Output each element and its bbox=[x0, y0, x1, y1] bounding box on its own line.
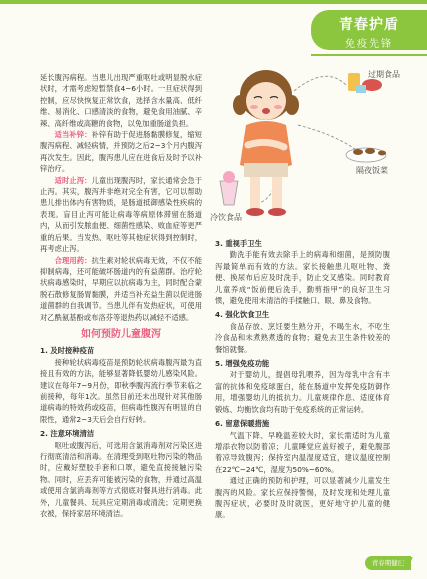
medication-paragraph bbox=[40, 255, 202, 323]
antidiarrheal-label: 适时止泻： bbox=[54, 175, 92, 185]
tag-cold-food: 冷饮食品 bbox=[210, 213, 242, 222]
section-header-badge bbox=[311, 10, 427, 50]
left-column bbox=[40, 72, 202, 519]
page-number: 17 bbox=[398, 555, 414, 568]
food-hygiene-paragraph: 食品存放、烹饪要生熟分开，不喝生水，不吃生冷食品和未煮熟煮透的食物；避免去卫生条件较差的餐馆就餐。 bbox=[215, 321, 390, 354]
header-title: 青春护盾 bbox=[339, 17, 399, 33]
hand-hygiene-paragraph: 勤洗手能有效去除手上的病毒和细菌，是预防腹泻最简单而有效的方法。家长接触患儿呕吐物、粪便、换尿布后应及时洗手，防止交叉感染。同时教育儿童养成“饭前便后洗手，勤剪指甲”的良好卫生习惯，避免使用未清洁的手揉触口、眼、鼻及食物。 bbox=[215, 250, 390, 306]
antidiarrheal-text: 儿童出现腹泻时，家长通常会急于止泻。其实，腹泻并非绝对完全有害，它可以帮助患儿排出体内有害物质，是肠道抵御感染性疾病的表现。盲目止泻可能让病毒等病原体滞留在肠道内，从而引发脓血便、细菌性感染、败血症等更严重的后果。当发热、呕吐等其他症状得到控制时，再考虑止泻。 bbox=[40, 175, 203, 254]
sick-child-illustration bbox=[206, 55, 411, 230]
warmth-paragraph: 气温下降、早晚温差较大时，家长需适时为儿童增添衣物以防着凉；儿童睡觉应盖好被子，避免腹部着凉导致腹泻；保持室内温湿度适宜，建议温度控制在22℃~24℃，湿度为50%~60%。 bbox=[215, 430, 390, 474]
subheading-warmth: 6. 留意保暖措施 bbox=[215, 419, 270, 429]
medication-label: 合理用药： bbox=[54, 255, 92, 265]
section-title: 如何预防儿童腹泻 bbox=[81, 328, 161, 340]
subheading-food-hygiene: 4. 强化饮食卫生 bbox=[215, 310, 270, 320]
top-accent-bar bbox=[0, 0, 427, 4]
subheading-immunity: 5. 增强免疫功能 bbox=[215, 359, 270, 369]
vaccine-paragraph: 接种轮状病毒疫苗是预防轮状病毒腹泻最为直接且有效的方法，能够显著降低婴幼儿感染风险。建议在每年7~9月份，即秋季腹泻流行季节来临之前接种，每年1次。虽然目前还未出现针对其他肠道病毒的特效药或疫苗，但病毒性腹泻有明显的自限性，通常2~3天后会自行好转。 bbox=[40, 357, 202, 424]
tag-expired-food: 过期食品 bbox=[368, 70, 400, 79]
zinc-paragraph bbox=[40, 129, 202, 175]
zinc-text: 补锌有助于促进肠黏膜修复，缩短腹泻病程、减轻病情，并预防之后2~3个月内腹泻再次发生。因此，腹泻患儿应在进食后及时予以补锌治疗。 bbox=[40, 130, 203, 174]
subheading-environment: 2. 注意环境清洁 bbox=[40, 429, 95, 439]
tag-overnight-meal: 隔夜饭菜 bbox=[356, 166, 388, 175]
environment-paragraph: 呕吐或腹泻后，可选用含氯消毒剂对污染区进行彻底清洁和消毒。在清理受到呕吐物污染的物品时，应戴好塑胶手套和口罩，避免直接接触污染物。同时，应丢弃可能被污染的食物，并通过高温或使用含氯消毒剂等方式彻底对餐具进行消毒。此外，儿童餐具、玩具应定期消毒或清洗；定期更换衣被，保持家居环境清洁。 bbox=[40, 440, 202, 519]
illustration bbox=[206, 55, 411, 230]
footer-magazine-name: 青春期健康 bbox=[365, 556, 411, 570]
subheading-hand-hygiene: 3. 重视手卫生 bbox=[215, 239, 262, 248]
header-subtitle: 免疫先锋 bbox=[345, 39, 393, 50]
subheading-vaccine: 1. 及时接种疫苗 bbox=[40, 346, 95, 356]
intro-paragraph: 延长腹泻病程。当患儿出现严重呕吐或明显脱水症状时，才需考虑短暂禁食4~6小时。一旦症状得到控制，应尽快恢复正常饮食，选择含水量高、低纤维、易消化、口感清淡的食物，避免食用油腻、辛辣、高纤维或高糖的食物，以免加重肠道负担。 bbox=[40, 73, 202, 128]
zinc-label: 适当补锌： bbox=[54, 130, 92, 140]
immunity-paragraph: 对于婴幼儿，提倡母乳喂养，因为母乳中含有丰富的抗体和免疫球蛋白，能在肠道中发挥免疫防御作用，增强婴幼儿的抵抗力。儿童规律作息、适度体育锻炼、均衡饮食均有助于免疫系统的正常运转。 bbox=[215, 370, 390, 414]
right-column bbox=[215, 238, 390, 521]
closing-paragraph: 通过正确的预防和护理，可以显著减少儿童发生腹泻的风险。家长应保持警惕，及时发现和处理儿童腹泻症状，必要时及时就医，更好地守护儿童的健康。 bbox=[215, 476, 390, 520]
medication-text: 抗生素对轮状病毒无效，不仅不能抑制病毒，还可能破坏肠道内的有益菌群。治疗轮状病毒感染时，早期应以抗病毒为主，同时配合蒙脱石散修复肠胃黏膜，并适当补充益生菌以促进肠道菌群的自我调节。当患儿伴有发热症状，可使用对乙酰氨基酚或布洛芬等退热药以减轻不适感。 bbox=[40, 255, 203, 322]
antidiarrheal-paragraph bbox=[40, 175, 202, 255]
